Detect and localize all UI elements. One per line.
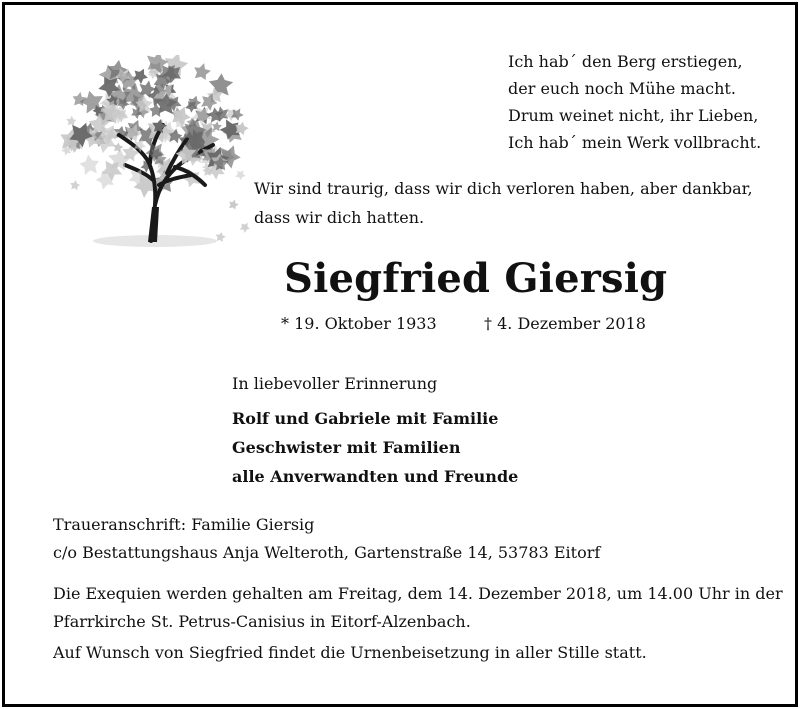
funeral-info bbox=[53, 580, 783, 636]
birth-date: * 19. Oktober 1933 bbox=[281, 314, 437, 333]
poem-line: Ich hab´ den Berg erstiegen, bbox=[508, 52, 743, 71]
poem-line: Drum weinet nicht, ihr Lieben, bbox=[508, 106, 759, 125]
mourning-address bbox=[53, 511, 600, 567]
mourner-entry: Geschwister mit Familien bbox=[232, 438, 461, 457]
address-line: Traueranschrift: Familie Giersig bbox=[53, 515, 315, 534]
leaf-shape bbox=[234, 169, 247, 182]
leaf-shape bbox=[78, 153, 100, 175]
poem-line: Ich hab´ mein Werk vollbracht. bbox=[508, 133, 762, 152]
mourner-entry: alle Anverwandten und Freunde bbox=[232, 467, 519, 486]
leaf-shape bbox=[65, 115, 79, 129]
leaf-shape bbox=[69, 179, 81, 191]
poem bbox=[508, 48, 761, 156]
memory-heading: In liebevoller Erinnerung bbox=[232, 374, 438, 393]
leaf-shape bbox=[238, 220, 252, 234]
intro-line: Wir sind traurig, dass wir dich verloren haben, aber dankbar, bbox=[254, 179, 753, 198]
leaf-shape bbox=[189, 61, 213, 85]
tree-icon bbox=[55, 55, 255, 250]
mourners-list bbox=[232, 404, 518, 491]
leaf-shape bbox=[226, 198, 240, 212]
funeral-line: Die Exequien werden gehalten am Freitag, dem 14. Dezember 2018, um 14.00 Uhr in der bbox=[53, 584, 783, 603]
funeral-line: Pfarrkirche St. Petrus-Canisius in Eitorf-Alzenbach. bbox=[53, 612, 471, 631]
death-date: † 4. Dezember 2018 bbox=[484, 314, 646, 333]
urn-notice: Auf Wunsch von Siegfried findet die Urnenbeisetzung in aller Stille statt. bbox=[53, 643, 647, 662]
intro-line: dass wir dich hatten. bbox=[254, 208, 425, 227]
intro-text bbox=[254, 174, 753, 232]
deceased-name: Siegfried Giersig bbox=[284, 255, 668, 302]
poem-line: der euch noch Mühe macht. bbox=[508, 79, 736, 98]
address-line: c/o Bestattungshaus Anja Welteroth, Gartenstraße 14, 53783 Eitorf bbox=[53, 543, 601, 562]
mourner-entry: Rolf und Gabriele mit Familie bbox=[232, 409, 499, 428]
